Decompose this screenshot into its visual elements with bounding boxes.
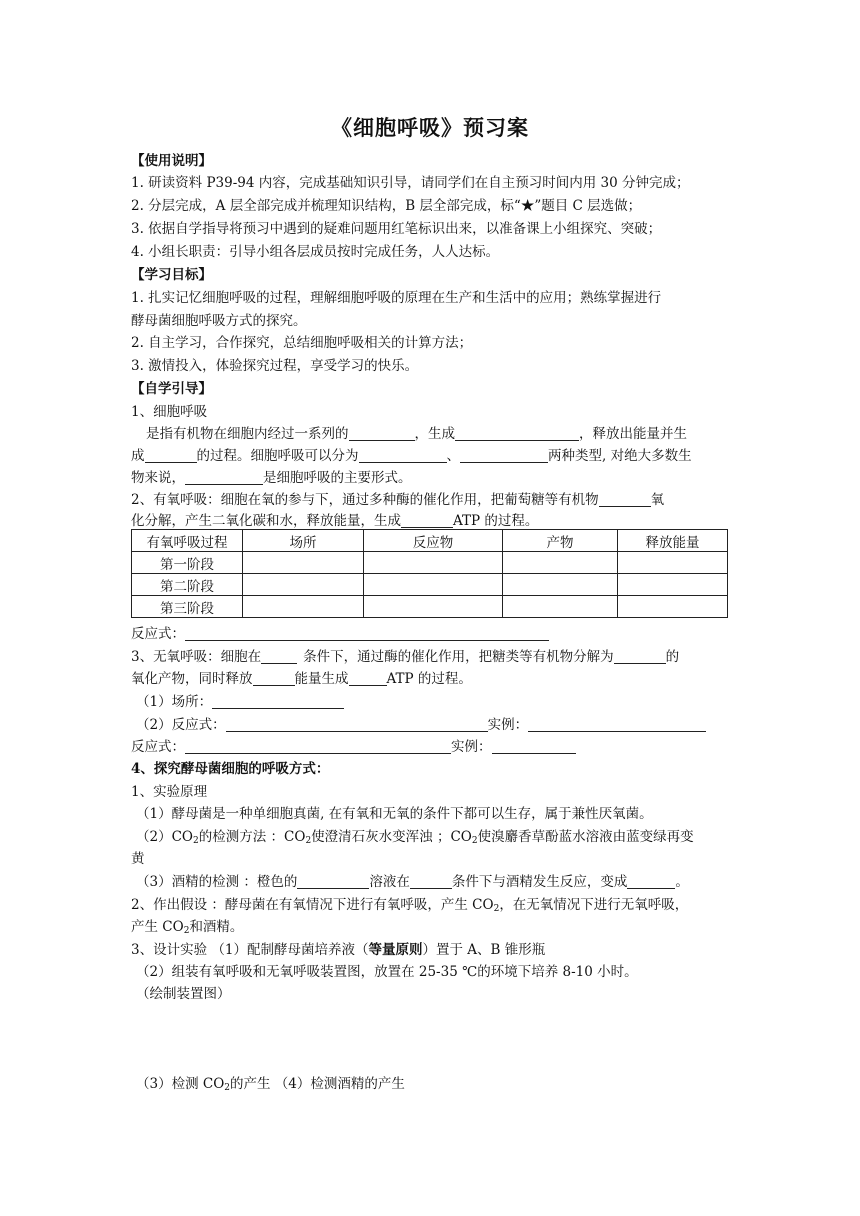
table-header-row: [132, 530, 728, 552]
table-header: 有氧呼吸过程: [132, 530, 243, 552]
principle-2-cont: 黄: [131, 851, 145, 867]
table-cell[interactable]: [364, 552, 503, 574]
fill-blank[interactable]: [460, 447, 548, 463]
fill-blank[interactable]: [528, 716, 706, 732]
section-4-heading: 4、探究酵母菌细胞的呼吸方式：: [131, 761, 330, 777]
table-row: [132, 574, 728, 596]
fill-blank[interactable]: [349, 670, 387, 686]
fill-blank[interactable]: [185, 625, 549, 641]
fill-blank[interactable]: [627, 873, 675, 889]
section-3-reaction-2: 反应式： 实例：: [131, 737, 741, 757]
goal-1-line-1: 1. 扎实记忆细胞呼吸的过程，理解细胞呼吸的原理在生产和生活中的应用；熟练掌握进行: [131, 290, 662, 306]
table-row: [132, 596, 728, 618]
usage-heading: 【使用说明】: [131, 153, 212, 169]
fill-blank[interactable]: [599, 491, 651, 507]
principle-title: 1、实验原理: [131, 784, 208, 800]
fill-blank[interactable]: [226, 716, 488, 732]
table-cell[interactable]: [503, 574, 618, 596]
guide-heading: 【自学引导】: [131, 381, 212, 397]
fill-blank[interactable]: [359, 447, 447, 463]
section-3-site: （1）场所：: [136, 692, 746, 712]
table-cell[interactable]: [618, 552, 728, 574]
usage-item-2: 2. 分层完成，A 层全部完成并梳理知识结构，B 层全部完成，标“★”题目 C 层选做；: [131, 198, 642, 214]
table-header: 场所: [243, 530, 364, 552]
design-draw-note: （绘制装置图）: [136, 986, 231, 1002]
fill-blank[interactable]: [185, 738, 451, 754]
fill-blank[interactable]: [212, 693, 344, 709]
hypothesis-line-2: 产生 $CO_2$和酒精。: [131, 919, 244, 936]
aerobic-table: [131, 529, 728, 618]
design-line-2: （2）组装有氧呼吸和无氧呼吸装置图，放置在 25-35 ℃的环境下培养 8-10 小时。: [136, 964, 638, 980]
reaction-line-1: 反应式：: [131, 624, 741, 644]
fill-blank[interactable]: [410, 873, 452, 889]
design-line-3: （3）检测 $CO_2$的产生 （4）检测酒精的产生: [136, 1076, 405, 1093]
usage-item-3: 3. 依据自学指导将预习中遇到的疑难问题用红笔标识出来，以准备课上小组探究、突破；: [131, 221, 662, 237]
table-row: [132, 552, 728, 574]
principle-1: （1）酵母菌是一种单细胞真菌, 在有氧和无氧的条件下都可以生存，属于兼性厌氧菌。: [136, 806, 653, 822]
section-1-line-1: 是指有机物在细胞内经过一系列的 ，生成 ，释放出能量并生: [146, 426, 687, 442]
usage-item-1: 1. 研读资料 P39-94 内容，完成基础知识引导，请同学们在自主预习时间内用 30 分钟完成；: [131, 175, 690, 191]
goal-3: 3. 激情投入，体验探究过程，享受学习的快乐。: [131, 358, 419, 374]
fill-blank[interactable]: [401, 512, 453, 528]
section-2-line-1: 2、有氧呼吸：细胞在氧的参与下，通过多种酶的催化作用，把葡萄糖等有机物 氧: [131, 492, 665, 508]
table-cell[interactable]: [503, 552, 618, 574]
table-cell[interactable]: [618, 596, 728, 618]
goal-1-line-2: 酵母菌细胞呼吸方式的探究。: [131, 313, 307, 329]
section-1-title: 1、细胞呼吸: [131, 404, 208, 420]
table-cell[interactable]: [243, 552, 364, 574]
section-3-line-2: 氧化产物，同时释放 能量生成 ATP 的过程。: [131, 671, 472, 687]
table-cell[interactable]: [243, 596, 364, 618]
principle-2: $(2)CO_2$的检测方法 ：$CO_2$使澄清石灰水变浑浊 ；$CO_2$使溴麝香草酚蓝水溶液由蓝变绿再变: [136, 829, 694, 846]
table-cell[interactable]: [618, 574, 728, 596]
section-1-line-2: 成 的过程。细胞呼吸可以分为 、 两种类型, 对绝大多数生: [131, 448, 692, 464]
table-cell[interactable]: [503, 596, 618, 618]
fill-blank[interactable]: [455, 425, 579, 441]
table-cell-stage: 第一阶段: [132, 552, 243, 574]
goals-heading: 【学习目标】: [131, 267, 212, 283]
fill-blank[interactable]: [253, 670, 295, 686]
table-cell[interactable]: [243, 574, 364, 596]
design-line-1: 3、设计实验 （1）配制酵母菌培养液（等量原则）置于 A、B 锥形瓶: [131, 942, 546, 958]
table-cell[interactable]: [364, 574, 503, 596]
table-header: 反应物: [364, 530, 503, 552]
table-cell[interactable]: [364, 596, 503, 618]
table-cell-stage: 第二阶段: [132, 574, 243, 596]
principle-3: （3）酒精的检测 ：橙色的 溶液在 条件下与酒精发生反应，变成 。: [136, 874, 689, 890]
fill-blank[interactable]: [349, 425, 415, 441]
section-1-line-3: 物来说， 是细胞呼吸的主要形式。: [131, 470, 412, 486]
hypothesis-line-1: 2、作出假设 ：酵母菌在有氧情况下进行有氧呼吸，产生 $CO_2$，在无氧情况下进行无氧呼吸，: [131, 897, 689, 914]
section-3-reaction-1: （2）反应式： 实例：: [136, 715, 746, 735]
fill-blank[interactable]: [297, 873, 369, 889]
table-cell-stage: 第三阶段: [132, 596, 243, 618]
fill-blank[interactable]: [614, 648, 666, 664]
section-3-line-1: 3、无氧呼吸：细胞在 条件下，通过酶的催化作用，把糖类等有机物分解为 的: [131, 649, 680, 665]
fill-blank[interactable]: [145, 447, 197, 463]
goal-2: 2. 自主学习，合作探究，总结细胞呼吸相关的计算方法；: [131, 335, 473, 351]
fill-blank[interactable]: [185, 469, 263, 485]
page-title: 《细胞呼吸》预习案: [331, 115, 529, 140]
table-header: 产物: [503, 530, 618, 552]
fill-blank[interactable]: [261, 648, 297, 664]
fill-blank[interactable]: [492, 738, 576, 754]
usage-item-4: 4. 小组长职责：引导小组各层成员按时完成任务，人人达标。: [131, 244, 500, 260]
section-2-line-2: 化分解，产生二氧化碳和水，释放能量，生成 ATP 的过程。: [131, 513, 539, 529]
table-header: 释放能量: [618, 530, 728, 552]
